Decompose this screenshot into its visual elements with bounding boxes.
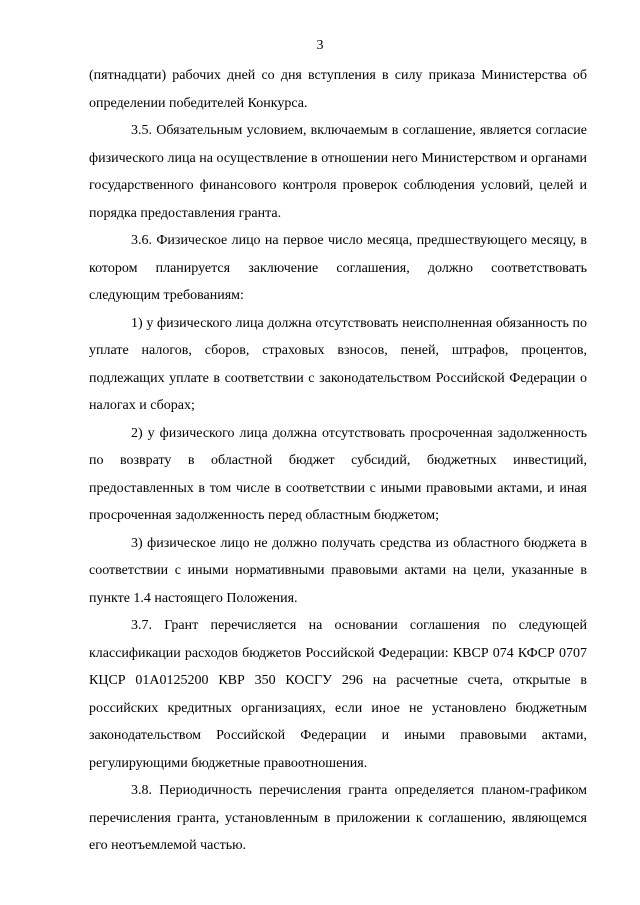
- paragraph-3-7: 3.7. Грант перечисляется на основании соглашения по следующей классификации расходов бюджетов Российской Федерации: КВСР 074 КФСР 0707 КЦСР 01А0125200 КВР 350 КОСГУ 296 на расчетные счета, открытые в российских кредитных организациях, если иное не установлено бюджетным законодательством Российской Федерации и иными правовыми актами, регулирующими бюджетные правоотношения.: [89, 618, 587, 771]
- paragraph-continuation: (пятнадцати) рабочих дней со дня вступления в силу приказа Министерства об определении победителей Конкурса.: [89, 68, 587, 111]
- paragraph-3-8: 3.8. Периодичность перечисления гранта определяется планом-графиком перечисления гранта, установленным в приложении к соглашению, являющемся его неотъемлемой частью.: [89, 783, 587, 853]
- list-item-3: 3) физическое лицо не должно получать средства из областного бюджета в соответствии с иными нормативными правовыми актами на цели, указанные в пункте 1.4 настоящего Положения.: [89, 535, 587, 606]
- list-item-2: 2) у физического лица должна отсутствовать просроченная задолженность по возврату в областной бюджет субсидий, бюджетных инвестиций, предоставленных в том числе в соответствии с иными правовыми актами, и иная просроченная задолженность перед областным бюджетом;: [89, 425, 587, 523]
- paragraph-3-6: 3.6. Физическое лицо на первое число месяца, предшествующего месяцу, в котором планируется заключение соглашения, должно соответствовать следующим требованиям:: [89, 233, 587, 303]
- list-item-1: 1) у физического лица должна отсутствовать неисполненная обязанность по уплате налогов, сборов, страховых взносов, пеней, штрафов, процентов, подлежащих уплате в соответствии с законодательством Российской Федерации о налогах и сборах;: [89, 315, 587, 413]
- page-number: 3: [316, 38, 324, 53]
- paragraph-3-5: 3.5. Обязательным условием, включаемым в соглашение, является согласие физического лица на осуществление в отношении него Министерством и органами государственного финансового контроля проверок соблюдения условий, целей и порядка предоставления гранта.: [89, 123, 587, 221]
- document-body: [89, 62, 587, 860]
